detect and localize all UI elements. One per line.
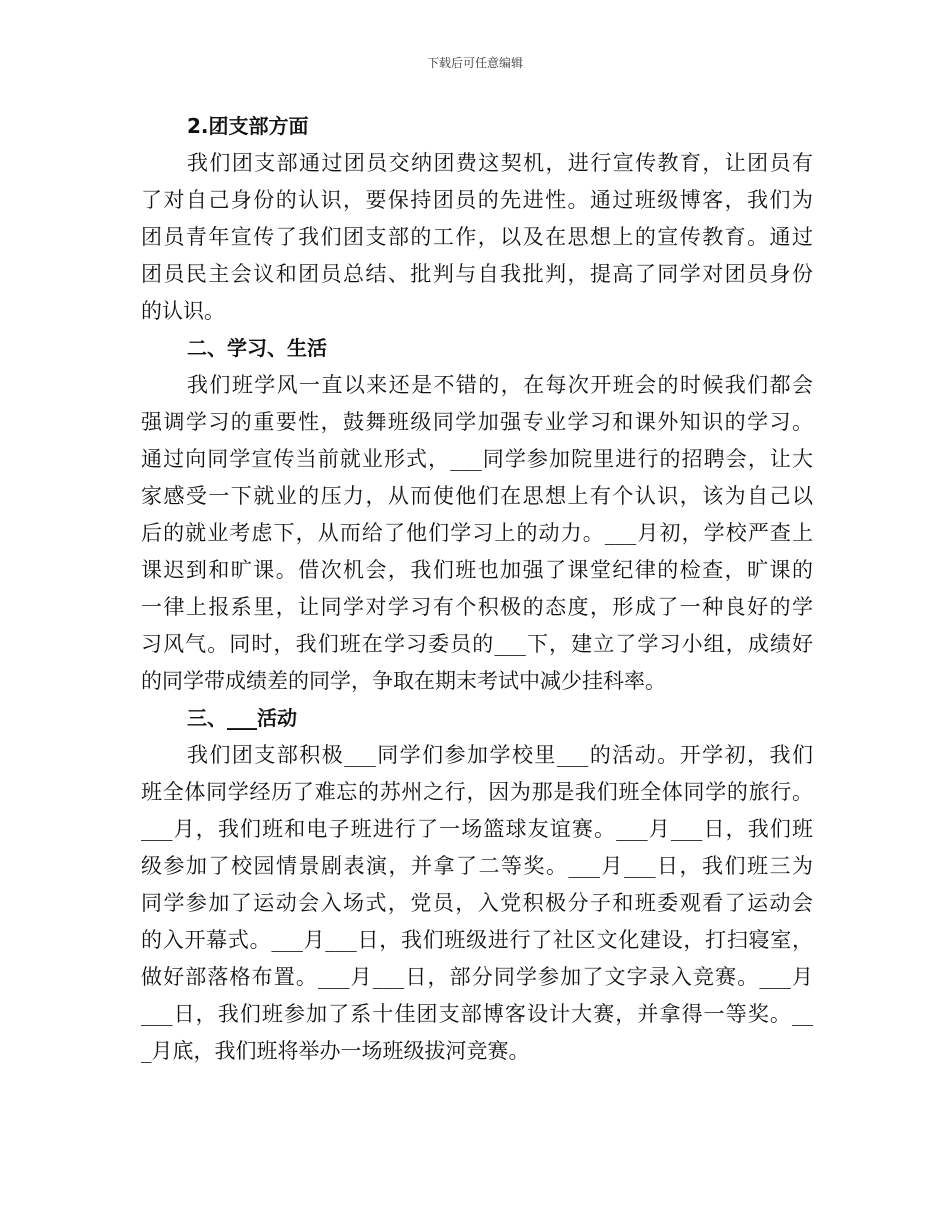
- paragraph-line: 一律上报系里，让同学对学习有个积极的态度，形成了一种良好的学: [141, 595, 813, 619]
- paragraph-line: ___日，我们班参加了系十佳团支部博客设计大赛，并拿得一等奖。__: [141, 1002, 813, 1026]
- paragraph-line: ___月，我们班和电子班进行了一场篮球友谊赛。___月___日，我们班: [141, 817, 813, 841]
- section-heading: 二、学习、生活: [187, 336, 327, 360]
- paragraph-line: 我们班学风一直以来还是不错的，在每次开班会的时候我们都会: [187, 373, 813, 397]
- paragraph-line: _月底，我们班将举办一场班级拔河竞赛。: [141, 1039, 530, 1063]
- paragraph-line: 通过向同学宣传当前就业形式，___同学参加院里进行的招聘会，让大: [141, 447, 813, 471]
- paragraph-line: 级参加了校园情景剧表演，并拿了二等奖。___月___日，我们班三为: [141, 854, 813, 878]
- paragraph-line: 同学参加了运动会入场式，党员，入党积极分子和班委观看了运动会: [141, 891, 813, 915]
- paragraph-line: 课迟到和旷课。借次机会，我们班也加强了课堂纪律的检查，旷课的: [141, 558, 813, 582]
- paragraph-line: 习风气。同时，我们班在学习委员的___下，建立了学习小组，成绩好: [141, 632, 813, 656]
- paragraph-line: 家感受一下就业的压力，从而使他们在思想上有个认识，该为自己以: [141, 484, 813, 508]
- paragraph-line: 做好部落格布置。___月___日，部分同学参加了文字录入竞赛。___月: [141, 965, 813, 989]
- paragraph-line: 的认识。: [141, 299, 225, 323]
- paragraph-line: 强调学习的重要性，鼓舞班级同学加强专业学习和课外知识的学习。: [141, 410, 813, 434]
- paragraph-line: 我们团支部通过团员交纳团费这契机，进行宣传教育，让团员有: [187, 151, 813, 175]
- paragraph-line: 团员民主会议和团员总结、批判与自我批判，提高了同学对团员身份: [141, 262, 813, 286]
- paragraph-line: 的同学带成绩差的同学，争取在期末考试中减少挂科率。: [141, 669, 666, 693]
- paragraph-line: 的入开幕式。___月___日，我们班级进行了社区文化建设，打扫寝室，: [141, 928, 813, 952]
- page-header: 下载后可任意编辑: [426, 56, 523, 70]
- paragraph-line: 后的就业考虑下，从而给了他们学习上的动力。___月初，学校严查上: [141, 521, 813, 545]
- document-body: [141, 108, 813, 1070]
- paragraph-line: 我们团支部积极___同学们参加学校里___的活动。开学初，我们: [187, 743, 813, 767]
- paragraph-line: 了对自己身份的认识，要保持团员的先进性。通过班级博客，我们为: [141, 188, 813, 212]
- paragraph-line: 团员青年宣传了我们团支部的工作，以及在思想上的宣传教育。通过: [141, 225, 813, 249]
- section-heading: 2.团支部方面: [187, 114, 309, 138]
- paragraph-line: 班全体同学经历了难忘的苏州之行，因为那是我们班全体同学的旅行。: [141, 780, 813, 804]
- section-heading: 三、___活动: [187, 706, 297, 730]
